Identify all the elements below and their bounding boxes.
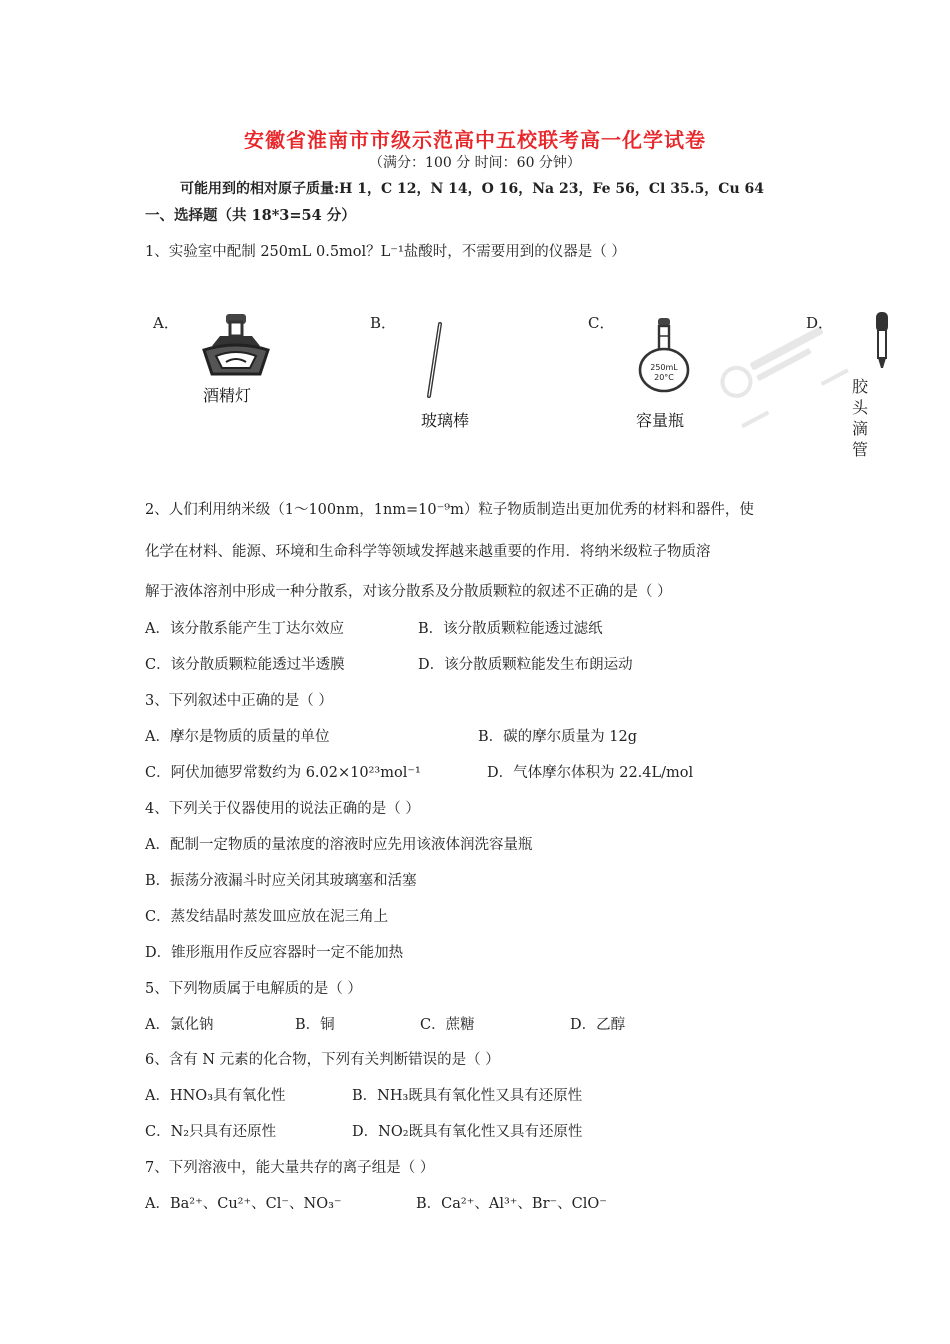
q5-option-a: A．氯化钠: [145, 1017, 214, 1033]
q4-option-a: A．配制一定物质的量浓度的溶液时应先用该液体润洗容量瓶: [145, 837, 533, 853]
q4-option-d: D．锥形瓶用作反应容器时一定不能加热: [145, 945, 404, 961]
q2-line-3: 解于液体溶剂中形成一种分散系，对该分散系及分散质颗粒的叙述不正确的是（ ）: [145, 584, 672, 600]
q6-option-d: D．NO₂既具有氧化性又具有还原性: [352, 1124, 583, 1140]
q1-option-c-letter: C．: [588, 314, 615, 332]
section-heading: 一、选择题（共 18*3=54 分）: [145, 207, 356, 224]
q2-option-b: B．该分散质颗粒能透过滤纸: [418, 621, 603, 637]
q1-option-d-letter: D．: [806, 314, 834, 332]
q3-option-d: D．气体摩尔体积为 22.4L/mol: [487, 765, 694, 781]
flask-temp-label: 20°C: [654, 373, 674, 382]
dropper-icon: [872, 310, 892, 374]
q1-option-d-caption: 胶 头 滴 管: [851, 377, 868, 459]
q5-option-d: D．乙醇: [570, 1017, 626, 1033]
q4-option-b: B．振荡分液漏斗时应关闭其玻璃塞和活塞: [145, 873, 417, 889]
q2-line-1: 2、人们利用纳米级（1～100nm，1nm=10⁻⁹m）粒子物质制造出更加优秀的材料和器件，使: [145, 502, 754, 518]
q1-option-b-caption: 玻璃棒: [421, 411, 470, 430]
q6-option-a: A．HNO₃具有氧化性: [145, 1088, 286, 1104]
q1-stem: 1、实验室中配制 250mL 0.5mol？L⁻¹盐酸时，不需要用到的仪器是（ ）: [145, 244, 626, 260]
q2-line-2: 化学在材料、能源、环境和生命科学等领域发挥越来越重要的作用．将纳米级粒子物质溶: [145, 544, 711, 560]
q3-option-b: B．碳的摩尔质量为 12g: [478, 729, 637, 745]
q1-option-a-letter: A．: [153, 314, 179, 332]
q7-option-a: A．Ba²⁺、Cu²⁺、Cl⁻、NO₃⁻: [145, 1196, 342, 1212]
q6-stem: 6、含有 N 元素的化合物，下列有关判断错误的是（ ）: [145, 1052, 500, 1068]
q3-option-c: C．阿伏加德罗常数约为 6.02×10²³mol⁻¹: [145, 765, 421, 781]
q6-option-b: B．NH₃既具有氧化性又具有还原性: [352, 1088, 583, 1104]
alcohol-lamp-icon: [200, 312, 272, 381]
q3-option-a: A．摩尔是物质的质量的单位: [145, 729, 330, 745]
q2-option-a: A．该分散系能产生丁达尔效应: [145, 621, 344, 637]
watermark-logo: [700, 300, 860, 444]
q1-option-b-letter: B．: [370, 314, 397, 332]
q1-option-a-caption: 酒精灯: [203, 386, 252, 405]
q2-option-c: C．该分散质颗粒能透过半透膜: [145, 657, 345, 673]
glass-rod-icon: [420, 320, 450, 404]
volumetric-flask-icon: [636, 316, 692, 398]
q3-stem: 3、下列叙述中正确的是（ ）: [145, 693, 333, 709]
q7-stem: 7、下列溶液中，能大量共存的离子组是（ ）: [145, 1160, 435, 1176]
q4-option-c: C．蒸发结晶时蒸发皿应放在泥三角上: [145, 909, 389, 925]
q5-option-b: B．铜: [295, 1017, 335, 1033]
q6-option-c: C．N₂只具有还原性: [145, 1124, 277, 1140]
q4-stem: 4、下列关于仪器使用的说法正确的是（ ）: [145, 801, 420, 817]
q2-option-d: D．该分散质颗粒能发生布朗运动: [418, 657, 633, 673]
q7-option-b: B．Ca²⁺、Al³⁺、Br⁻、ClO⁻: [416, 1196, 607, 1212]
q5-option-c: C．蔗糖: [420, 1017, 475, 1033]
exam-title: 安徽省淮南市市级示范高中五校联考高一化学试卷: [244, 128, 706, 152]
q1-option-c-caption: 容量瓶: [636, 411, 685, 430]
exam-subtitle: （满分：100 分 时间：60 分钟）: [369, 155, 581, 171]
atomic-masses: 可能用到的相对原子质量:H 1，C 12，N 14，O 16，Na 23，Fe 56，Cl 35.5，Cu 64: [180, 181, 764, 197]
q5-stem: 5、下列物质属于电解质的是（ ）: [145, 981, 362, 997]
flask-volume-label: 250mL: [650, 363, 678, 372]
